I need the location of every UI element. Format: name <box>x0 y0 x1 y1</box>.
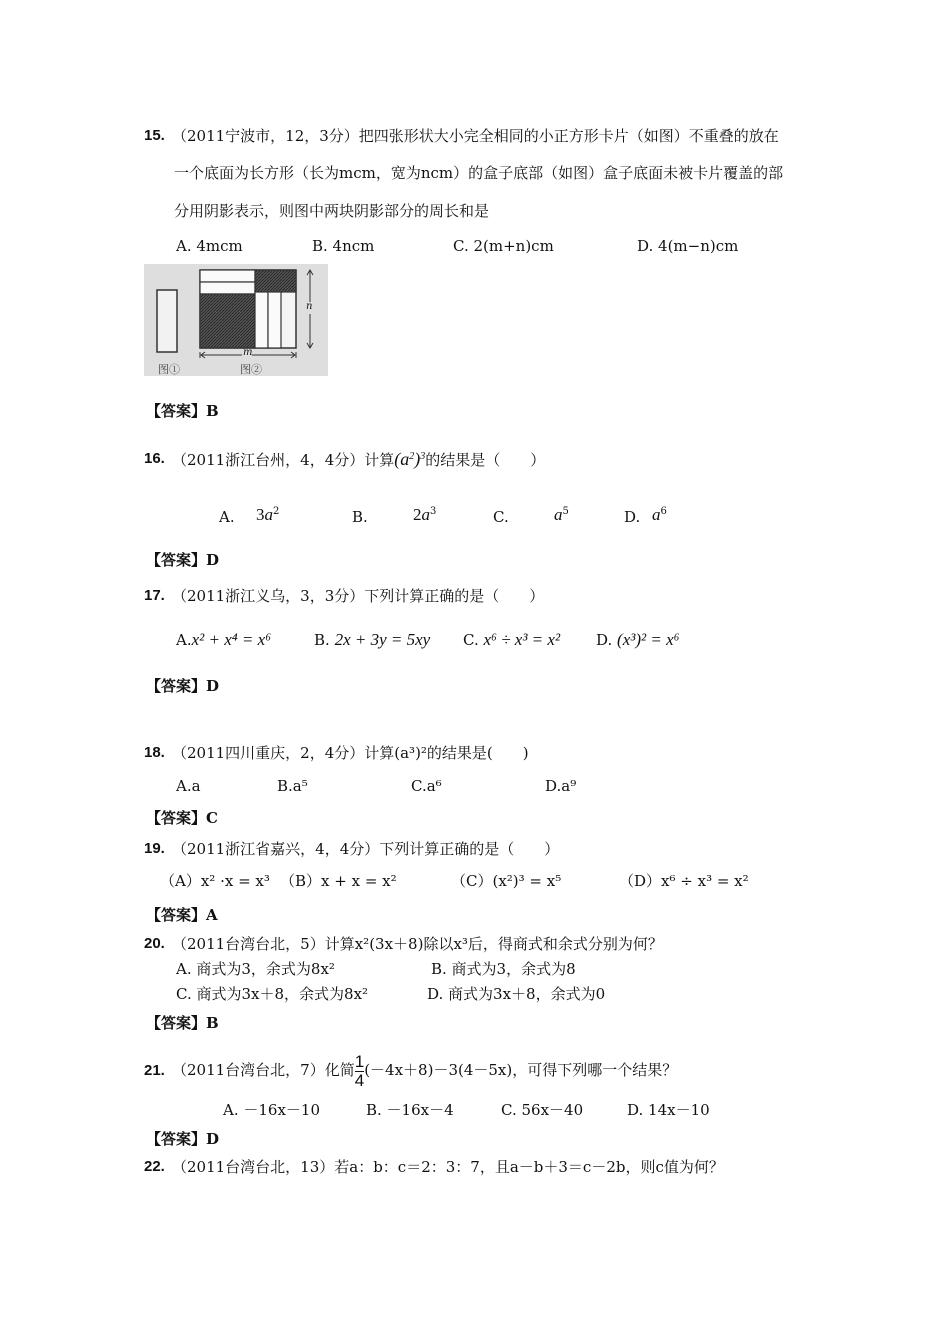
fig2-shade-large <box>200 294 255 348</box>
q19-option-c: （C）(x²)³ = x⁵ <box>451 872 562 890</box>
q21-text <box>172 1050 677 1090</box>
q16-number: 16. <box>144 450 165 467</box>
q19-text: （2011浙江省嘉兴，4，4分）下列计算正确的是（ ） <box>172 840 560 858</box>
q18-option-b: B.a⁵ <box>277 777 308 795</box>
q17-text: （2011浙江义乌，3，3分）下列计算正确的是（ ） <box>172 587 545 605</box>
q18-option-c: C.a⁶ <box>411 777 442 795</box>
q15-line3: 分用阴影表示，则图中两块阴影部分的周长和是 <box>174 202 490 220</box>
q18-option-d: D.a⁹ <box>545 777 577 795</box>
q21-text-tail: (－4x＋8)－3(4－5x)，可得下列哪一个结果？ <box>364 1061 678 1079</box>
q16-text <box>172 449 545 470</box>
q15-figure <box>144 264 328 376</box>
q19-option-d: （D）x⁶ ÷ x³ = x² <box>619 872 749 890</box>
q17-option-b: B. 2x + 3y = 5xy <box>314 630 431 649</box>
q15-figure-drawing <box>144 264 328 376</box>
q16-option-a-expr: $3a^2$ <box>256 505 280 524</box>
q22-number: 22. <box>144 1158 165 1175</box>
fig2-card-3 <box>255 292 268 348</box>
q20-answer: 【答案】B <box>146 1014 219 1032</box>
q18-number: 18. <box>144 744 165 761</box>
q18-option-a: A.a <box>176 777 201 795</box>
q16-answer: 【答案】D <box>146 551 220 569</box>
q15-option-b: B. 4ncm <box>312 237 375 255</box>
q15-number: 15. <box>144 127 165 144</box>
q22-text: （2011台湾台北，13）若a：b：c＝2：3：7，且a－b＋3＝c－2b，则c值为何？ <box>172 1158 724 1176</box>
q20-text: （2011台湾台北，5）计算x²(3x＋8)除以x³后，得商式和余式分别为何？ <box>172 935 663 953</box>
q20-option-c: C. 商式为3x＋8，余式为8x² <box>176 985 369 1003</box>
q21-option-c: C. 56x－40 <box>501 1101 584 1119</box>
n-label: n <box>306 301 313 312</box>
q16-option-d-expr: $a^6$ <box>652 505 667 524</box>
q17-option-a: A.x² + x⁴ = x⁶ <box>176 630 272 649</box>
fig1-label: 图① <box>158 363 180 376</box>
q20-number: 20. <box>144 935 165 952</box>
q16-text-tail: 的结果是（ ） <box>425 451 546 469</box>
q21-option-d: D. 14x－10 <box>627 1101 710 1119</box>
fig2-shade-small <box>255 270 296 292</box>
q15-option-a: A. 4mcm <box>176 237 243 255</box>
q21-fraction: $\frac{1}{4}$ <box>354 1051 365 1090</box>
m-label: m <box>243 347 253 358</box>
q16-option-c-letter: C. <box>493 508 509 526</box>
q16-text-lead: （2011浙江台州，4，4分）计算 <box>172 451 395 469</box>
q15-option-c: C. 2(m+n)cm <box>453 237 554 255</box>
q17-answer: 【答案】D <box>146 677 220 695</box>
q17-number: 17. <box>144 587 165 604</box>
q16-option-d-letter: D. <box>624 508 641 526</box>
q19-answer: 【答案】A <box>146 906 218 924</box>
q16-option-c-expr: $a^5$ <box>554 505 569 524</box>
q21-option-a: A. －16x－10 <box>223 1101 321 1119</box>
q20-option-d: D. 商式为3x＋8，余式为0 <box>427 985 606 1003</box>
q16-option-a-letter: A. <box>219 508 235 526</box>
fig2-card-1 <box>200 270 255 282</box>
fig2-card-2 <box>200 282 255 294</box>
q18-answer: 【答案】C <box>146 809 218 827</box>
q15-line1: （2011宁波市，12，3分）把四张形状大小完全相同的小正方形卡片（如图）不重叠的放在 <box>172 127 779 145</box>
q20-option-b: B. 商式为3，余式为8 <box>431 960 576 978</box>
q19-option-b: （B）x + x = x² <box>280 872 397 890</box>
q16-option-b-letter: B. <box>352 508 368 526</box>
fig2-label: 图② <box>240 363 262 376</box>
q17-option-c: C. x⁶ ÷ x³ = x² <box>463 630 561 649</box>
q16-expr: $(a^2)^3$ <box>394 449 426 469</box>
q21-option-b: B. －16x－4 <box>366 1101 454 1119</box>
q20-option-a: A. 商式为3，余式为8x² <box>176 960 335 978</box>
q21-number: 21. <box>144 1062 165 1079</box>
q17-option-d: D. (x³)² = x⁶ <box>596 630 680 649</box>
q21-text-lead: （2011台湾台北，7）化简 <box>172 1061 355 1079</box>
q15-answer: 【答案】B <box>146 402 219 420</box>
q19-number: 19. <box>144 840 165 857</box>
q15-option-d: D. 4(m−n)cm <box>637 237 739 255</box>
q18-text: （2011四川重庆，2，4分）计算(a³)²的结果是( ) <box>172 744 529 762</box>
q21-answer: 【答案】D <box>146 1130 220 1148</box>
q16-option-b-expr: $2a^3$ <box>413 505 437 524</box>
fig2-card-4 <box>268 292 281 348</box>
fig1-card <box>157 290 177 352</box>
q15-line2: 一个底面为长方形（长为mcm，宽为ncm）的盒子底部（如图）盒子底面未被卡片覆盖的部 <box>174 164 784 182</box>
q19-option-a: （A）x² ·x = x³ <box>160 872 270 890</box>
